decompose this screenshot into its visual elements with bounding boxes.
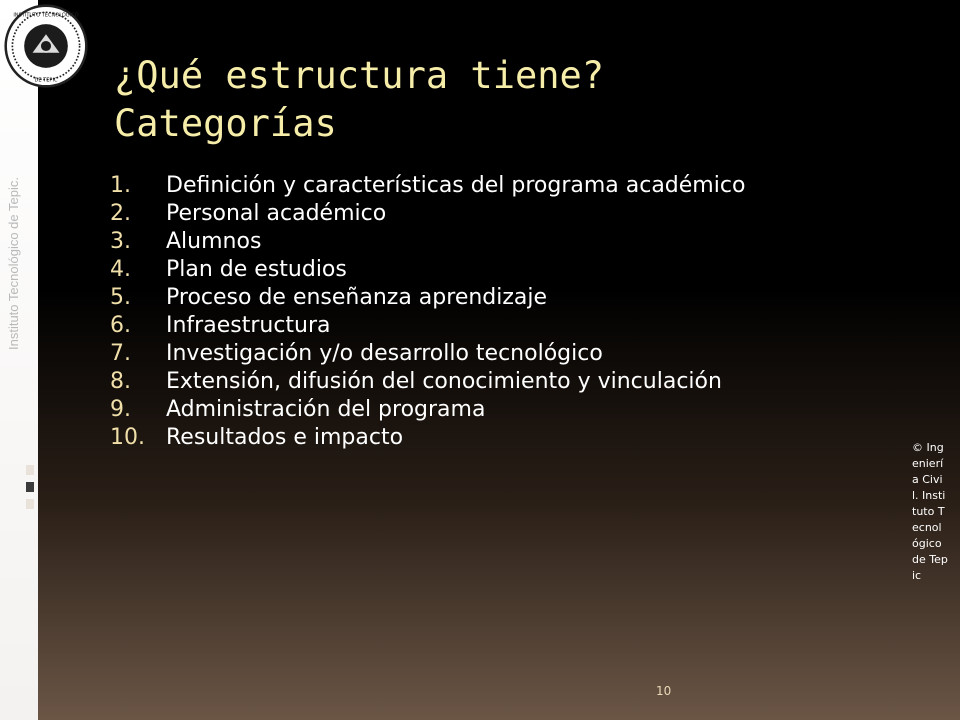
list-item: 3. Alumnos — [110, 229, 262, 254]
institute-vertical-label: Instituto Tecnológico de Tepic. — [6, 177, 21, 350]
list-item: 4. Plan de estudios — [110, 257, 347, 282]
list-item: 6. Infraestructura — [110, 313, 331, 338]
category-list — [110, 172, 790, 452]
svg-text:INSTITUTO TECNOLÓGICO: INSTITUTO TECNOLÓGICO — [13, 12, 79, 19]
list-item: 1. Definición y características del programa académico — [110, 173, 746, 198]
list-item: 9. Administración del programa — [110, 397, 486, 422]
page-number: 10 — [656, 684, 672, 698]
list-item: 7. Investigación y/o desarrollo tecnológico — [110, 341, 603, 366]
list-item: 2. Personal académico — [110, 201, 387, 226]
svg-text:DE TEPIC: DE TEPIC — [34, 77, 58, 84]
list-item: 5. Proceso de enseñanza aprendizaje — [110, 285, 548, 310]
list-item: 10. Resultados e impacto — [110, 425, 404, 450]
institute-seal-icon — [4, 4, 88, 88]
list-item: 8. Extensión, difusión del conocimiento y vinculación — [110, 369, 722, 394]
left-sidebar — [0, 0, 38, 720]
decorative-ticks — [26, 465, 36, 525]
copyright-notice: © Ingeniería Civil. Instituto Tecnológico de Tepic — [912, 441, 948, 582]
page-title: ¿Qué estructura tiene? Categorías — [114, 54, 605, 145]
